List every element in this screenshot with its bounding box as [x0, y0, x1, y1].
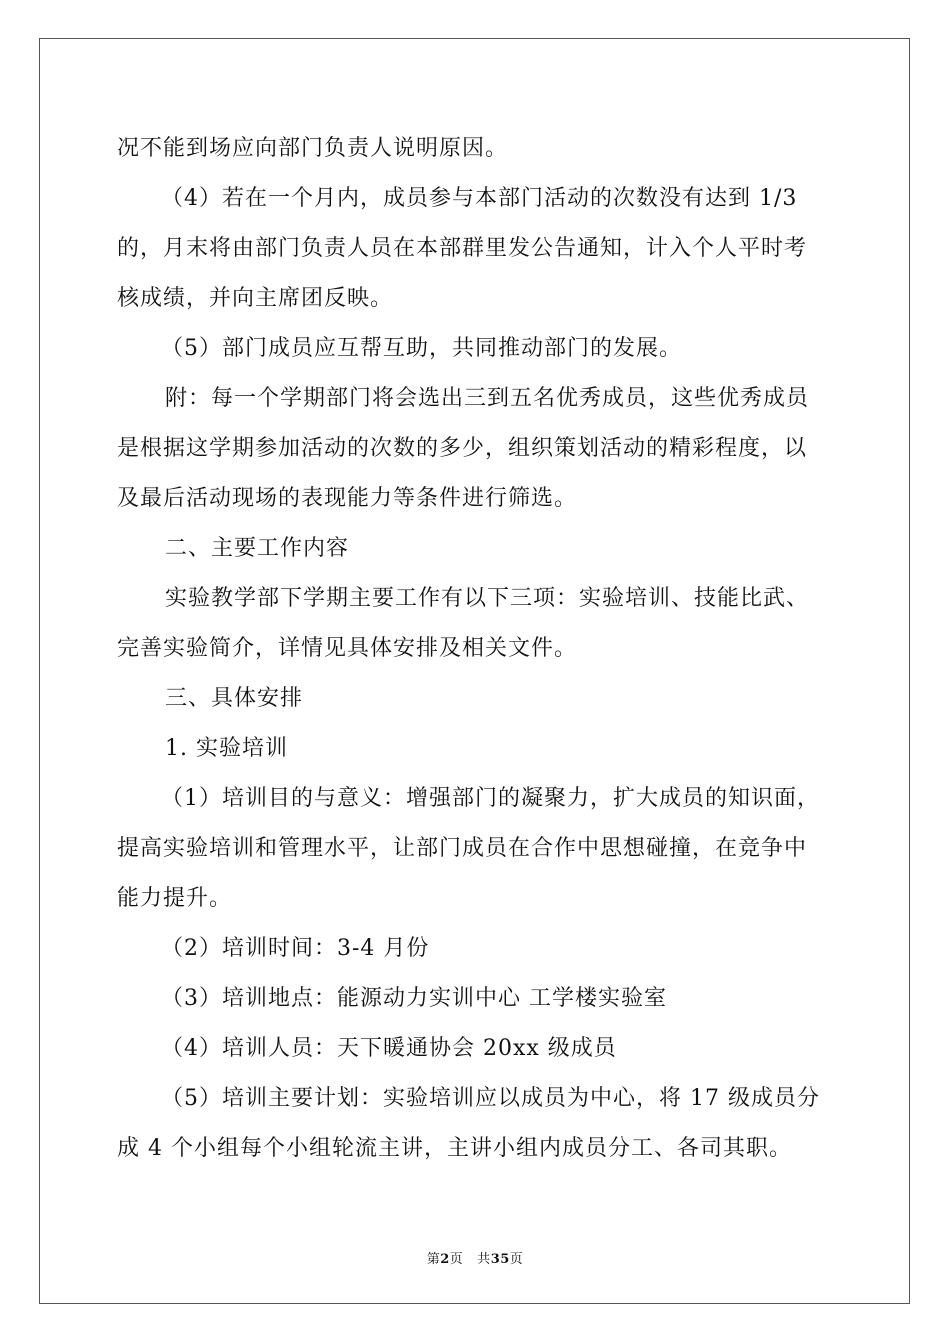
page-footer: [0, 1248, 950, 1267]
footer-total-prefix: 共: [477, 1252, 491, 1267]
subsection-heading: 1. 实验培训: [165, 736, 288, 761]
paragraph-line: （5）培训主要计划：实验培训应以成员为中心，将 17 级成员分: [161, 1086, 820, 1111]
paragraph-line: 附：每一个学期部门将会选出三到五名优秀成员，这些优秀成员: [165, 386, 810, 411]
paragraph-line: 的，月末将由部门负责人员在本部群里发公告通知，计入个人平时考: [117, 236, 808, 261]
paragraph-line: 能力提升。: [117, 886, 233, 911]
section-heading: 三、具体安排: [165, 686, 304, 711]
paragraph-line: 及最后活动现场的表现能力等条件进行筛选。: [117, 486, 578, 511]
paragraph-line: 成 4 个小组每个小组轮流主讲，主讲小组内成员分工、各司其职。: [117, 1136, 792, 1161]
paragraph-line: 实验教学部下学期主要工作有以下三项：实验培训、技能比武、: [165, 586, 810, 611]
paragraph-line: 提高实验培训和管理水平，让部门成员在合作中思想碰撞，在竞争中: [117, 836, 808, 861]
paragraph-line: （2）培训时间：3-4 月份: [161, 936, 430, 961]
current-page-number: 2: [440, 1252, 450, 1267]
footer-prefix: 第: [426, 1252, 441, 1267]
paragraph-line: 核成绩，并向主席团反映。: [117, 286, 394, 311]
paragraph-line: 是根据这学期参加活动的次数的多少，组织策划活动的精彩程度，以: [117, 436, 808, 461]
paragraph-line: （4）若在一个月内，成员参与本部门活动的次数没有达到 1/3: [161, 186, 798, 211]
footer-total-unit: 页: [509, 1252, 524, 1267]
paragraph-line: 况不能到场应向部门负责人说明原因。: [117, 136, 509, 161]
total-page-count: 35: [490, 1252, 510, 1267]
paragraph-line: （4）培训人员：天下暖通协会 20xx 级成员: [161, 1036, 617, 1061]
paragraph-line: （3）培训地点：能源动力实训中心 工学楼实验室: [161, 986, 667, 1011]
footer-page-unit: 页: [449, 1252, 464, 1267]
paragraph-line: （5）部门成员应互帮互助，共同推动部门的发展。: [161, 336, 682, 361]
paragraph-line: 完善实验简介，详情见具体安排及相关文件。: [117, 636, 578, 661]
document-body: [117, 124, 837, 1174]
section-heading: 二、主要工作内容: [165, 536, 350, 561]
paragraph-line: （1）培训目的与意义：增强部门的凝聚力，扩大成员的知识面，: [161, 786, 820, 811]
